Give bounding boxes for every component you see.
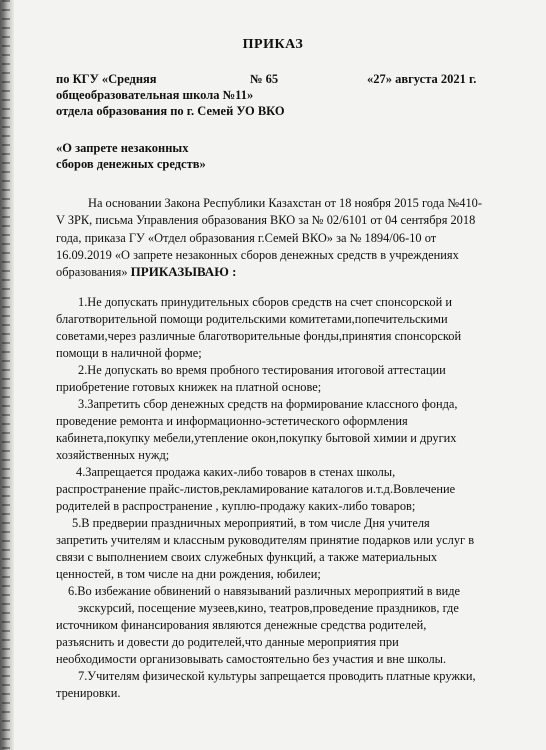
item-line: 3.Запретить сбор денежных средств на формирование классного фонда, <box>78 397 458 411</box>
item-line: тренировки. <box>56 686 121 700</box>
item-line: приобретение готовых книжек на платной основе; <box>56 380 322 394</box>
order-number: № 65 <box>250 72 279 86</box>
subject-line-2: сборов денежных средств» <box>56 157 206 171</box>
document-title: ПРИКАЗ <box>242 37 304 52</box>
item-line: помощи в наличной форме; <box>56 346 202 360</box>
item-line: кабинета,покупку мебели,утепление окон,покупку бытовой химии и других <box>56 431 457 445</box>
preamble-line: 16.09.2019 «О запрете незаконных сборов денежных средств в учреждениях <box>56 248 459 262</box>
item-line: советами,через различные благотворительные фонды,принятия спонсорской <box>56 329 462 343</box>
item-line: благотворительной помощи родительскими комитетами,попечительскими <box>56 312 448 326</box>
preamble-line: V ЗРК, письма Управления образования ВКО за № 02/6101 от 04 сентября 2018 <box>56 213 476 227</box>
order-date: «27» августа 2021 г. <box>367 72 477 86</box>
org-line-2: общеобразовательная школа №11» <box>56 88 254 102</box>
item-line: 4.Запрещается продажа каких-либо товаров в стенах школы, <box>76 465 396 479</box>
item-line: хозяйственных нужд; <box>56 448 170 462</box>
item-line: связи с выполнением своих служебных функций, а также материальных <box>56 550 438 564</box>
scan-binding-marks <box>2 0 10 750</box>
item-line: экскурсий, посещение музеев,кино, театров,проведение праздников, где <box>78 601 459 615</box>
preamble-line: На основании Закона Республики Казахстан от 18 ноября 2015 года №410- <box>88 196 482 210</box>
item-line: ценностей, в том числе на дни рождения, юбилеи; <box>56 567 321 581</box>
org-line-1: по КГУ «Средняя <box>56 72 157 86</box>
item-line: источником финансирования являются денежные средства родителей, <box>56 618 427 632</box>
item-line: 2.Не допускать во время пробного тестирования итоговой аттестации <box>78 363 446 377</box>
subject-line-1: «О запрете незаконных <box>56 141 189 155</box>
preamble-text: образования» <box>56 265 128 279</box>
item-line: родителей в распространение , куплю-продажу каких-либо товаров; <box>56 499 416 513</box>
item-line: 5.В предверии праздничных мероприятий, в том числе Дня учителя <box>72 516 430 530</box>
item-line: необходимости организовывать самостоятельно без участия и вне школы. <box>56 652 447 666</box>
preamble-line: года, приказа ГУ «Отдел образования г.Семей ВКО» за № 1894/06-10 от <box>56 231 437 245</box>
item-line: 7.Учителям физической культуры запрещается проводить платные кружки, <box>78 669 476 683</box>
item-line: разъяснить и довести до родителей,что данные мероприятия при <box>56 635 399 649</box>
item-line: запретить учителям и классным руководителям принятие подарков или услуг в <box>56 533 475 547</box>
org-line-3: отдела образования по г. Семей УО ВКО <box>56 104 285 118</box>
item-line: 1.Не допускать принудительных сборов средств на счет спонсорской и <box>78 295 452 309</box>
item-line: распространение прайс-листов,рекламирование каталогов и.т.д.Вовлечение <box>56 482 456 496</box>
item-line: проведение ремонта и информационно-эстетического оформления <box>56 414 408 428</box>
item-line: 6.Во избежание обвинений о навязываний различных мероприятий в виде <box>68 584 461 598</box>
order-keyword: ПРИКАЗЫВАЮ : <box>130 264 237 279</box>
preamble-line <box>56 264 236 280</box>
